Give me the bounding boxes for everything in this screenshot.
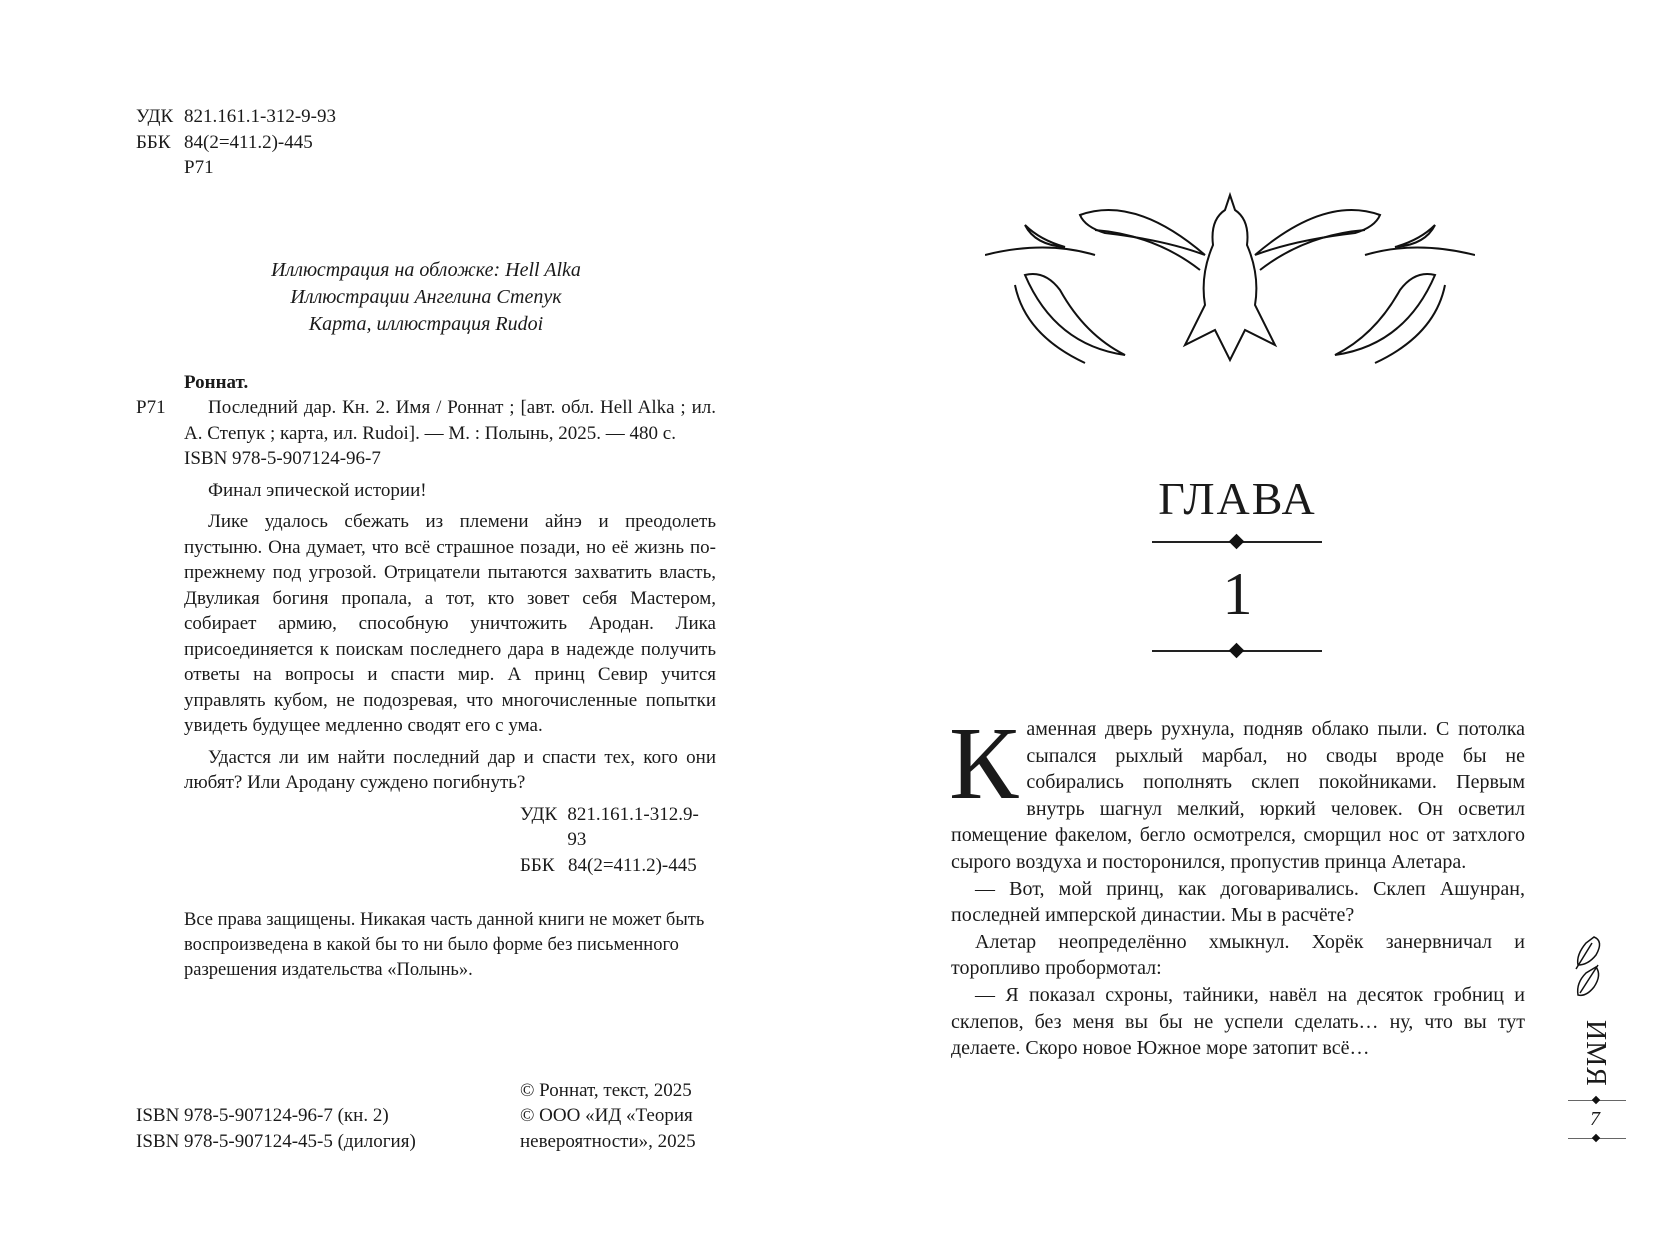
copyright-line: невероятности», 2025 <box>520 1130 696 1152</box>
imprint-page <box>136 104 716 1154</box>
code-value: 821.161.1-312-9-93 <box>184 106 336 127</box>
diamond-ornament <box>1229 643 1245 659</box>
isbn: ISBN 978-5-907124-45-5 (дилогия) <box>136 1130 416 1152</box>
diamond-ornament <box>1592 1096 1600 1104</box>
code-value: 821.161.1-312.9-93 <box>567 803 699 850</box>
bibliographic-record <box>136 370 716 796</box>
credit-line: Иллюстрация на обложке: Hell Alka <box>271 258 581 281</box>
copyright-list <box>520 1078 716 1155</box>
rights-notice: Все права защищены. Никакая часть данной книги не может быть воспроизведена в какой бы то ни было форме без письменного разрешения издательства «Полынь». <box>184 910 705 980</box>
running-title: ИМЯ <box>1580 1020 1611 1087</box>
isbn: ISBN 978-5-907124-96-7 (кн. 2) <box>136 1105 389 1126</box>
diamond-ornament <box>1592 1134 1600 1142</box>
code-value: 84(2=411.2)-445 <box>568 854 697 876</box>
chapter-text <box>949 706 1525 1062</box>
isbn-line: ISBN 978-5-907124-96-7 <box>184 448 381 469</box>
code-label: УДК <box>136 106 174 127</box>
code-label: УДК <box>520 803 558 825</box>
credit-line: Иллюстрации Ангелина Степук <box>290 285 562 308</box>
bird-illustration <box>985 185 1475 380</box>
call-mark: Р71 <box>136 397 166 418</box>
illustration-credits <box>136 257 716 338</box>
classification-codes <box>136 104 716 181</box>
code-label <box>136 155 184 181</box>
author-name: Роннат. <box>184 371 249 393</box>
record-text: Последний дар. Кн. 2. Имя / Роннат ; [авт. обл. Hell Alka ; ил. А. Степук ; карта, ил. Rudoi]. — М. : Полынь, 2025. — 480 с. <box>184 397 716 444</box>
credit-line: Карта, иллюстрация Rudoi <box>308 312 544 335</box>
feather-icon <box>1572 935 1606 1006</box>
copyright-line: © Роннат, текст, 2025 <box>520 1079 692 1101</box>
paragraph: — Я показал схроны, тайники, навёл на десяток гробниц и склепов, без меня вы бы не успели сделать… ну, что вы тут делаете. Скоро новое Южное море затопит всё… <box>951 983 1525 1060</box>
copyright-line: © ООО «ИД «Теория <box>520 1105 693 1126</box>
annotation-paragraph: Финал эпической истории! <box>208 479 427 501</box>
paragraph: аменная дверь рухнула, подняв облако пыли. С потолка сыпался рыхлый марбал, но своды вроде бы не собирались пополнять склеп покойниками. Первым внутрь шагнул мелкий, юркий человек. Он осветил помещение факелом, бегло осмотрелся, сморщил нос от затхлого сырого воздуха и посторонился, пропустив принца Алетара. <box>951 718 1525 873</box>
chapter-number: 1 <box>1222 561 1253 627</box>
diamond-ornament <box>1229 534 1245 550</box>
isbn-list <box>136 1103 416 1154</box>
imprint-footer <box>136 1054 716 1155</box>
record-codes <box>520 802 716 879</box>
annotation-paragraph: Лике удалось сбежать из племени айнэ и преодолеть пустыню. Она думает, что всё страшное позади, но её жизнь по-прежнему под угрозой. Отрицатели пытаются захватить власть, Двуликая богиня пропала, а тот, кто зовет себя Мастером, собирает армию, способную уничтожить Ародан. Лика присоединяется к поискам последнего дара в надежде получить ответы на вопросы и спасти мир. А принц Севир учится управлять кубом, не подозревая, что многочисленные попытки увидеть будущее медленно сводят его с ума. <box>184 511 716 736</box>
code-value: 84(2=411.2)-445 <box>184 131 313 153</box>
paragraph: — Вот, мой принц, как договаривались. Склеп Ашунран, последней имперской династии. Мы в расчёте? <box>951 877 1525 927</box>
code-label: ББК <box>520 854 555 876</box>
drop-cap: К <box>949 706 1019 821</box>
chapter-heading: ГЛАВА <box>1158 473 1317 524</box>
code-label: ББК <box>136 131 171 153</box>
page-number: 7 <box>1590 1108 1600 1130</box>
paragraph: Алетар неопределённо хмыкнул. Хорёк занервничал и торопливо пробормотал: <box>951 930 1525 980</box>
annotation-paragraph: Удастся ли им найти последний дар и спасти тех, кого они любят? Или Ародану суждено погибнуть? <box>184 746 716 793</box>
code-value: Р71 <box>184 157 214 178</box>
